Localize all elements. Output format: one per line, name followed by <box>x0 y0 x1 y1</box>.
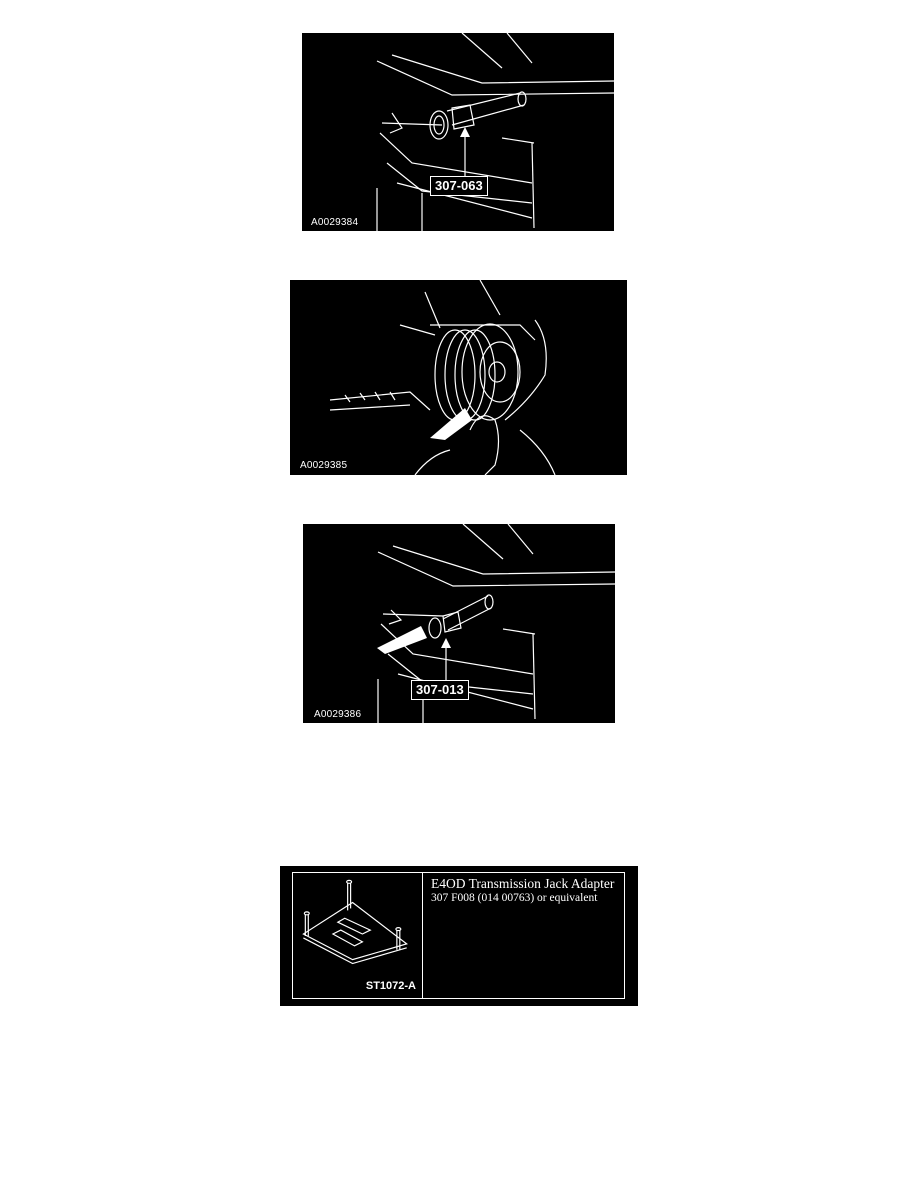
figure-a0029386 <box>303 524 615 723</box>
special-tool-table <box>280 866 638 1006</box>
figure-a0029385 <box>290 280 627 475</box>
special-tool-row <box>292 872 625 999</box>
figure-a0029384 <box>302 33 614 231</box>
special-tool-image-id: ST1072-A <box>365 980 416 992</box>
seal-installer-illustration <box>302 33 614 231</box>
special-tool-description <box>431 876 619 905</box>
figure-id: A0029386 <box>314 709 362 720</box>
callout-label: 307-063 <box>430 176 488 196</box>
seal-installation-illustration <box>290 280 627 475</box>
callout-label: 307-013 <box>411 680 469 700</box>
figure-id: A0029385 <box>300 460 348 471</box>
special-tool-number: 307 F008 (014 00763) or equivalent <box>431 892 598 904</box>
special-tool-image-cell <box>293 873 423 998</box>
figure-id: A0029384 <box>311 217 359 228</box>
special-tool-name: E4OD Transmission Jack Adapter <box>431 876 615 891</box>
